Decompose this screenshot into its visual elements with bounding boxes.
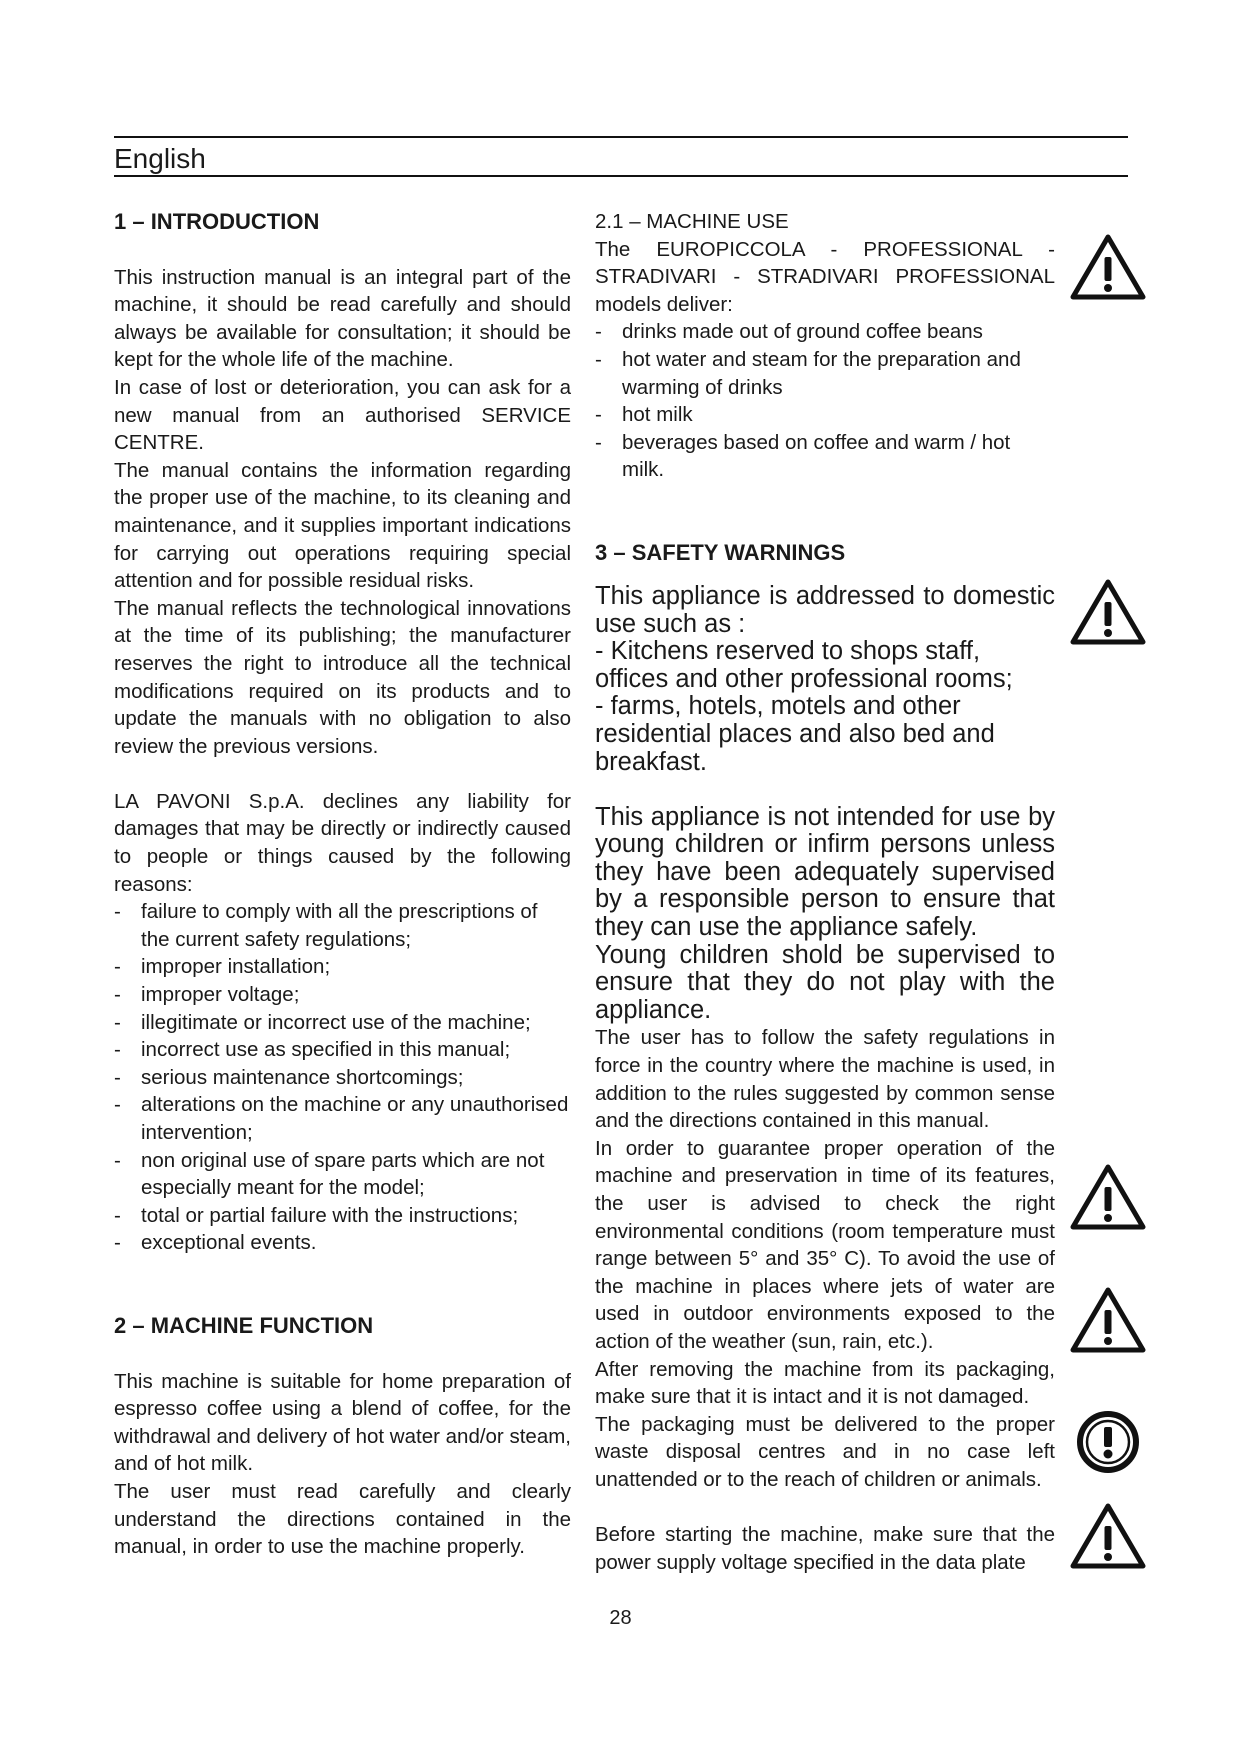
liability-reasons-list: [114, 898, 571, 1257]
list-item: - drinks made out of ground coffee beans: [595, 318, 1055, 346]
function-paragraph-1: This machine is suitable for home preparation of espresso coffee using a blend of coffee, for the withdrawal and delivery of hot water and/or steam, and of hot milk.: [114, 1369, 571, 1476]
page-language-title: English: [114, 143, 206, 174]
section-heading-machine-use: 2.1 – MACHINE USE: [595, 210, 789, 233]
supervise-paragraph: Young children shold be supervised to ensure that they do not play with the appliance.: [595, 940, 1055, 1024]
list-item: - incorrect use as specified in this manual;: [114, 1036, 571, 1064]
regulations-paragraph: The user has to follow the safety regulations in force in the country where the machine is used, in addition to the rules suggested by common sense and the directions contained in this manual.: [595, 1026, 1055, 1133]
header-bottom-rule: [114, 175, 1128, 177]
packaging-paragraph-2: The packaging must be delivered to the proper waste disposal centres and in no case left unattended or to the reach of children or animals.: [595, 1412, 1055, 1491]
right-column: [595, 208, 1055, 1576]
warning-triangle-icon: [1070, 1502, 1146, 1570]
list-item: - Kitchens reserved to shops staff, offices and other professional rooms;: [595, 637, 1013, 693]
list-item: - hot water and steam for the preparation and warming of drinks: [595, 346, 1055, 401]
list-item: - total or partial failure with the instructions;: [114, 1202, 571, 1230]
voltage-paragraph: Before starting the machine, make sure that the power supply voltage specified in the data plate: [595, 1523, 1055, 1574]
section-heading-machine-function: 2 – MACHINE FUNCTION: [114, 1312, 374, 1338]
children-paragraph: This appliance is not intended for use by young children or infirm persons unless they have been adequately supervised by a responsible person to ensure that they can use the appliance safely.: [595, 802, 1055, 942]
list-item: - improper installation;: [114, 953, 571, 981]
list-item: - failure to comply with all the prescriptions of the current safety regulations;: [114, 898, 571, 953]
liability-paragraph: LA PAVONI S.p.A. declines any liability for damages that may be directly or indirectly caused to people or things caused by the following reasons:: [114, 789, 571, 896]
function-paragraph-2: The user must read carefully and clearly understand the directions contained in the manual, in order to use the machine properly.: [114, 1479, 571, 1559]
list-item: - serious maintenance shortcomings;: [114, 1064, 571, 1092]
page-number: 28: [609, 1607, 632, 1629]
list-item: - beverages based on coffee and warm / hot milk.: [595, 429, 1055, 484]
warning-triangle-icon: [1070, 1163, 1146, 1231]
intro-paragraph-3: The manual contains the information regarding the proper use of the machine, to its cleaning and maintenance, and it supplies important indications for carrying out operations requiring special attention and for possible residual risks.: [114, 458, 571, 593]
list-item: - exceptional events.: [114, 1229, 571, 1257]
environment-paragraph: In order to guarantee proper operation of the machine and preservation in time of its features, the user is advised to check the right environmental conditions (room temperature must range between 5° and 35° C). To avoid the use of the machine in places where jets of water are used in outdoor environments exposed to the action of the weather (sun, rain, etc.).: [595, 1136, 1055, 1353]
mandatory-exclamation-icon: [1070, 1407, 1146, 1475]
list-item: - improper voltage;: [114, 981, 571, 1009]
intro-paragraph-2: In case of lost or deterioration, you can ask for a new manual from an authorised SERVICE CENTRE.: [114, 375, 571, 455]
intro-paragraph-4: The manual reflects the technological innovations at the time of its publishing; the manufacturer reserves the right to introduce all the technical modifications required on its products and to update the manuals with no obligation to also review the previous versions.: [114, 596, 571, 758]
warning-triangle-icon: [1070, 233, 1146, 301]
section-heading-introduction: 1 – INTRODUCTION: [114, 209, 320, 234]
safety-large-text: [595, 583, 1055, 1025]
machine-use-list: [595, 318, 1055, 484]
intro-paragraph-1: This instruction manual is an integral part of the machine, it should be read carefully and should always be available for consultation; it should be kept for the whole life of the machine.: [114, 265, 571, 372]
warning-triangle-icon: [1070, 1286, 1146, 1354]
list-item: - non original use of spare parts which are not especially meant for the model;: [114, 1147, 571, 1202]
list-item: - farms, hotels, motels and other residential places and also bed and breakfast.: [595, 692, 995, 776]
domestic-use-list: [595, 638, 1055, 776]
left-column: [114, 208, 571, 1561]
list-item: - alterations on the machine or any unauthorised intervention;: [114, 1091, 571, 1146]
packaging-paragraph-1: After removing the machine from its packaging, make sure that it is intact and it is not damaged.: [595, 1357, 1055, 1409]
list-item: - illegitimate or incorrect use of the machine;: [114, 1009, 571, 1037]
domestic-use-paragraph: This appliance is addressed to domestic use such as :: [595, 581, 1055, 638]
list-item: - hot milk: [595, 401, 1055, 429]
warning-triangle-icon: [1070, 578, 1146, 646]
machine-use-intro: The EUROPICCOLA - PROFESSIONAL - STRADIVARI - STRADIVARI PROFESSIONAL models deliver:: [595, 237, 1055, 316]
header-top-rule: [114, 136, 1128, 138]
section-heading-safety-warnings: 3 – SAFETY WARNINGS: [595, 539, 846, 565]
